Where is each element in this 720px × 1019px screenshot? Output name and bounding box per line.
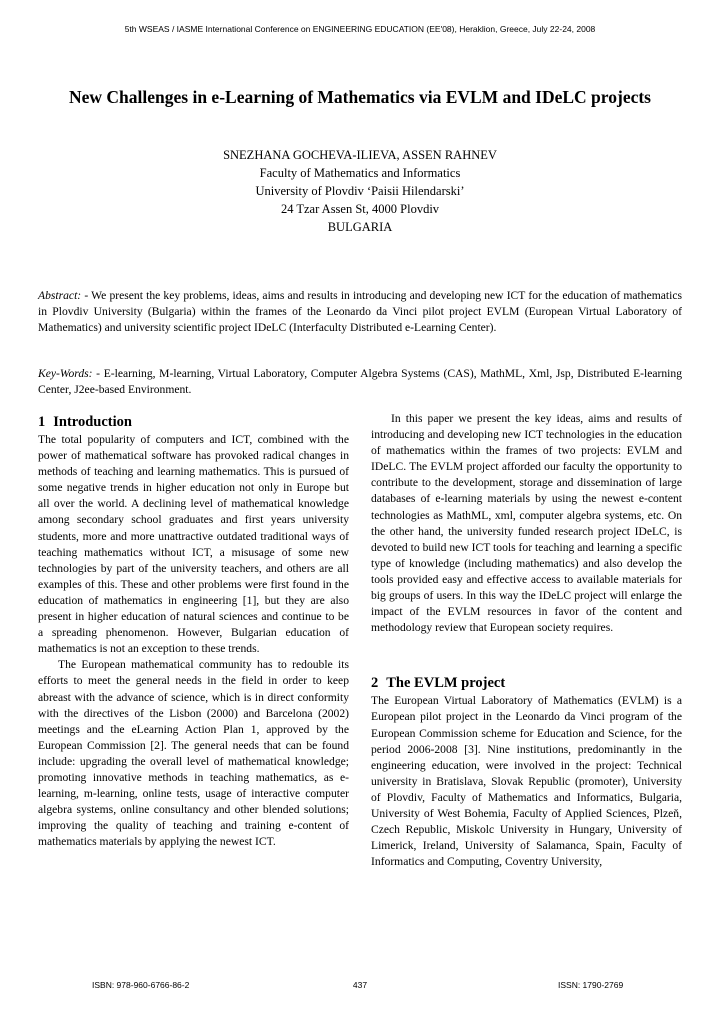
author-faculty: Faculty of Mathematics and Informatics (259, 166, 461, 180)
section-number: 1 (38, 414, 46, 430)
intro-paragraph-2: The European mathematical community has to redouble its efforts to meet the general needs in the field in order to keep abreast with the advance of science, which is in direct conformity with the directives of the Lisbon (2000) and Barcelona (2002) meetings and the eLearning Action Plan 1, approved by the European Commission [2]. The general needs that can be found include: upgrading the overall level of mathematical knowledge; promoting innovative methods in teaching mathematics, as e-learning, m-learning, online tests, usage of interactive computer algebra systems, online consultancy and other blended solutions; improving the quality of teaching and training e-content of mathematics materials by applying the newest ICT. (38, 658, 349, 849)
keywords-text: - E-learning, M-learning, Virtual Laboratory, Computer Algebra Systems (CAS), MathML, Xml, Jsp, Distributed E-learning Center, J2ee-based Environment. (38, 367, 682, 396)
abstract-text: - We present the key problems, ideas, aims and results in introducing and developing new ICT for the education of mathematics in Plovdiv University (Bulgaria) within the frames of the Leonardo da Vinci pilot project EVLM (European Virtual Laboratory of Mathematics) and university scientific project IDeLC (Interfaculty Distributed e-Learning Center). (38, 289, 682, 334)
running-header: 5th WSEAS / IASME International Conference on ENGINEERING EDUCATION (EE'08), Heraklion, Greece, July 22-24, 2008 (124, 24, 596, 34)
keywords-label: Key-Words: (38, 367, 93, 380)
author-block (100, 146, 620, 236)
footer-isbn: ISBN: 978-960-6766-86-2 (92, 980, 190, 990)
abstract (38, 288, 682, 336)
left-column (38, 413, 349, 850)
author-names: SNEZHANA GOCHEVA-ILIEVA, ASSEN RAHNEV (223, 148, 497, 162)
abstract-label: Abstract: (38, 289, 82, 302)
section-title: The EVLM project (386, 675, 506, 692)
evlm-paragraph-1: The European Virtual Laboratory of Mathematics (EVLM) is a European pilot project in the Leonardo da Vinci program of the European Commission scheme for Education and Science, for the period 2006-2008 [3]. Nine institutions, predominantly in the engineering education, were involved in the project: Technical university in Bratislava, Slovak Republic (promoter), University of Plovdiv, Faculty of Mathematics and Informatics, Bulgaria, University of West Bohemia, Faculty of Applied Sciences, Plzeň, Czech Republic, Miskolc University in Hungary, University of Limerick, Ireland, University of Salamanca, Spain, Faculty of Informatics and Computing, Coventry University, (371, 694, 682, 869)
author-address: 24 Tzar Assen St, 4000 Plovdiv (280, 202, 440, 216)
paper-title: New Challenges in e-Learning of Mathematics via EVLM and IDeLC projects (69, 87, 651, 107)
footer-page-number: 437 (352, 980, 368, 990)
section-spacer (371, 636, 682, 674)
section-number: 2 (371, 675, 379, 692)
section-heading-introduction (38, 413, 349, 431)
section-heading-evlm (371, 674, 682, 692)
intro-paragraph-3: In this paper we present the key ideas, aims and results of introducing and developing new ICT technologies in the education of mathematics within the frames of two projects: EVLM and IDeLC. The EVLM project afforded our faculty the opportunity to contribute to the development, storage and dissemination of large databases of e-learning materials by using the newest e-content technologies as MathML, xml, computer algebra systems, etc. On the other hand, the university funded research project IDeLC, is devoted to build new ICT tools for teaching and learning a specific type of knowledge (including mathematics) and also develop the tools provided easy and effective access to available materials for big groups of users. In this way the IDeLC project will enlarge the impact of the EVLM resources in favor of the content and methodology review that European society requires. (371, 412, 682, 635)
intro-paragraph-1: The total popularity of computers and ICT, combined with the power of mathematical software has provoked radical changes in methods of teaching and learning mathematics. This is pursued of some negative trends in higher education not only in Europe but all over the world. A declining level of mathematical knowledge among secondary school graduates and first years university students, more and more unattractive outdated traditional ways of teaching mathematics without ICT, a misusage of some new technologies by part of the university teachers, and others are all examples of this. These and other problems were first found in the education of mathematics in engineering [1], but they are also present in higher education of natural sciences and continue to be a spreading phenomenon. However, Bulgarian education of mathematics is not an exception to these trends. (38, 433, 349, 656)
right-column (371, 411, 682, 870)
section-title: Introduction (53, 414, 132, 430)
author-country: BULGARIA (327, 220, 393, 234)
author-university: University of Plovdiv ‘Paisii Hilendarski’ (255, 184, 465, 198)
keywords (38, 366, 682, 398)
footer-issn: ISSN: 1790-2769 (558, 980, 624, 990)
